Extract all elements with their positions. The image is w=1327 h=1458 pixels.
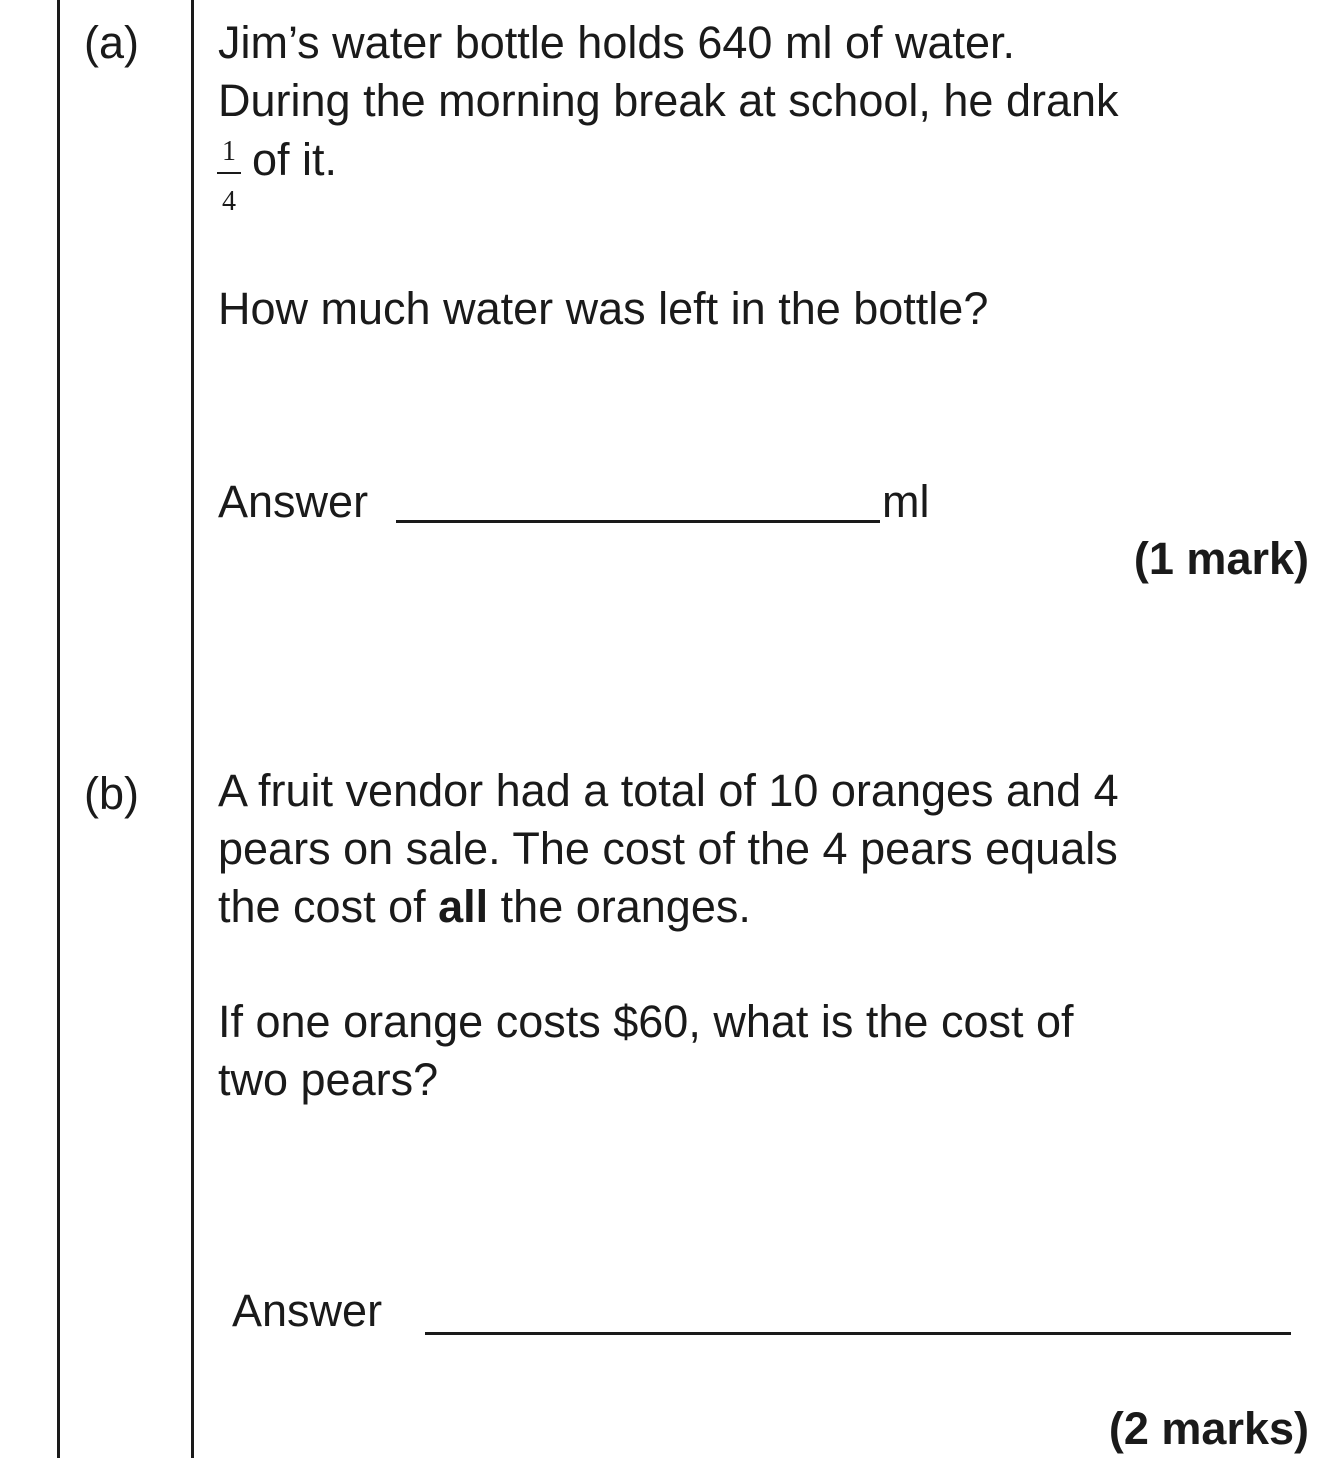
part-a-answer-label: Answer [218,476,369,527]
part-b-line-1: A fruit vendor had a total of 10 oranges and 4 [218,765,1119,816]
part-a-line-1: Jim’s water bottle holds 640 ml of water. [218,17,1016,68]
fraction-bar [217,172,241,174]
part-a-line-3: of it. [252,134,338,185]
part-b-line-3-end: the oranges. [488,881,751,932]
fraction-denominator: 4 [222,186,236,217]
part-b-question-line-1: If one orange costs $60, what is the cost of [218,996,1074,1047]
part-b-answer-line[interactable] [425,1332,1291,1335]
left-margin-rule [57,0,60,1458]
part-b-label: (b) [84,768,139,819]
part-b-marks: (2 marks) [1108,1403,1309,1454]
part-b-emphasis-all: all [438,881,489,932]
fraction-numerator: 1 [222,136,236,167]
part-b-line-2: pears on sale. The cost of the 4 pears equals [218,823,1118,874]
part-a-line-2: During the morning break at school, he drank [218,75,1119,126]
label-column-rule [191,0,194,1458]
part-a-label: (a) [84,17,139,68]
part-a-answer-unit: ml [882,476,930,527]
part-b-question-line-2: two pears? [218,1054,439,1105]
part-b-line-3 [218,878,751,936]
part-b-line-3-start: the cost of [218,881,439,932]
part-a-answer-line[interactable] [396,520,880,523]
part-a-marks: (1 mark) [1133,533,1309,584]
part-b-answer-label: Answer [232,1285,383,1336]
part-a-question: How much water was left in the bottle? [218,283,989,334]
